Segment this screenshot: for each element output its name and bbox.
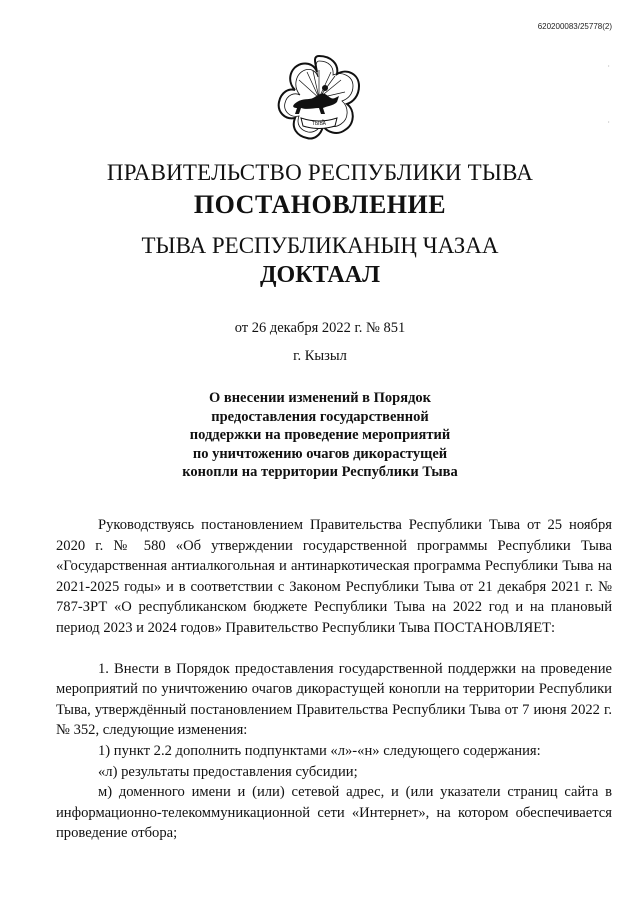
- margin-mark: ·: [607, 118, 610, 127]
- subject-heading: [0, 389, 640, 482]
- resolution-title: ПОСТАНОВЛЕНИЕ: [193, 190, 447, 219]
- body-paragraph: 1. Внести в Порядок предоставления государственной поддержки на проведение мероприятий по уничтожению очагов дикорастущей конопли на территории Республики Тыва, утверждённый постановлением Правительства Республики Тыва от 7 июня 2022 г. № 352, следующие изменения:: [56, 660, 612, 739]
- emblem-ribbon-text: ТЫВА: [312, 121, 326, 127]
- subject-line: предоставления государственной: [211, 408, 429, 425]
- date-line: от 26 декабря 2022 г. № 851: [234, 320, 406, 336]
- body-paragraph: м) доменного имени и (или) сетевой адрес, и (или указатели страниц сайта в информационно-телекоммуникационной сети «Интернет», на котором обеспечивается проведение отбора;: [56, 784, 612, 842]
- subject-line: О внесении изменений в Порядок: [208, 390, 432, 406]
- resolution-title-tyvan: ДОКТААЛ: [260, 262, 380, 288]
- city: г. Кызыл: [293, 348, 347, 364]
- body-paragraph: «л) результаты предоставления субсидии;: [98, 763, 358, 780]
- margin-mark: ·: [607, 62, 610, 71]
- subject-line: конопли на территории Республики Тыва: [182, 464, 458, 480]
- document-number: 620200083/25778(2): [537, 22, 612, 31]
- government-title-tyvan: ТЫВА РЕСПУБЛИКАНЫҢ ЧАЗАА: [141, 233, 499, 258]
- document-body: [56, 515, 612, 844]
- subject-line: поддержки на проведение мероприятий: [189, 427, 451, 443]
- body-paragraph: 1) пункт 2.2 дополнить подпунктами «л»-«н» следующего содержания:: [98, 742, 541, 759]
- government-title: ПРАВИТЕЛЬСТВО РЕСПУБЛИКИ ТЫВА: [106, 160, 534, 185]
- coat-of-arms-icon: [273, 52, 365, 144]
- preamble-paragraph: Руководствуясь постановлением Правительства Республики Тыва от 25 ноября 2020 г. № 580 «Об утверждении государственной программы Республики Тыва «Государственная антиалкогольная и антинаркотическая программа Республики Тыва на 2021-2025 годы» и в соответствии с Законом Республики Тыва от 21 декабря 2021 г. № 787-ЗРТ «О республиканском бюджете Республики Тыва на 2022 год и на плановый период 2023 и 2024 годов» Правительство Республики Тыва ПОСТАНОВЛЯЕТ:: [56, 517, 612, 636]
- subject-line: по уничтожению очагов дикорастущей: [192, 445, 448, 462]
